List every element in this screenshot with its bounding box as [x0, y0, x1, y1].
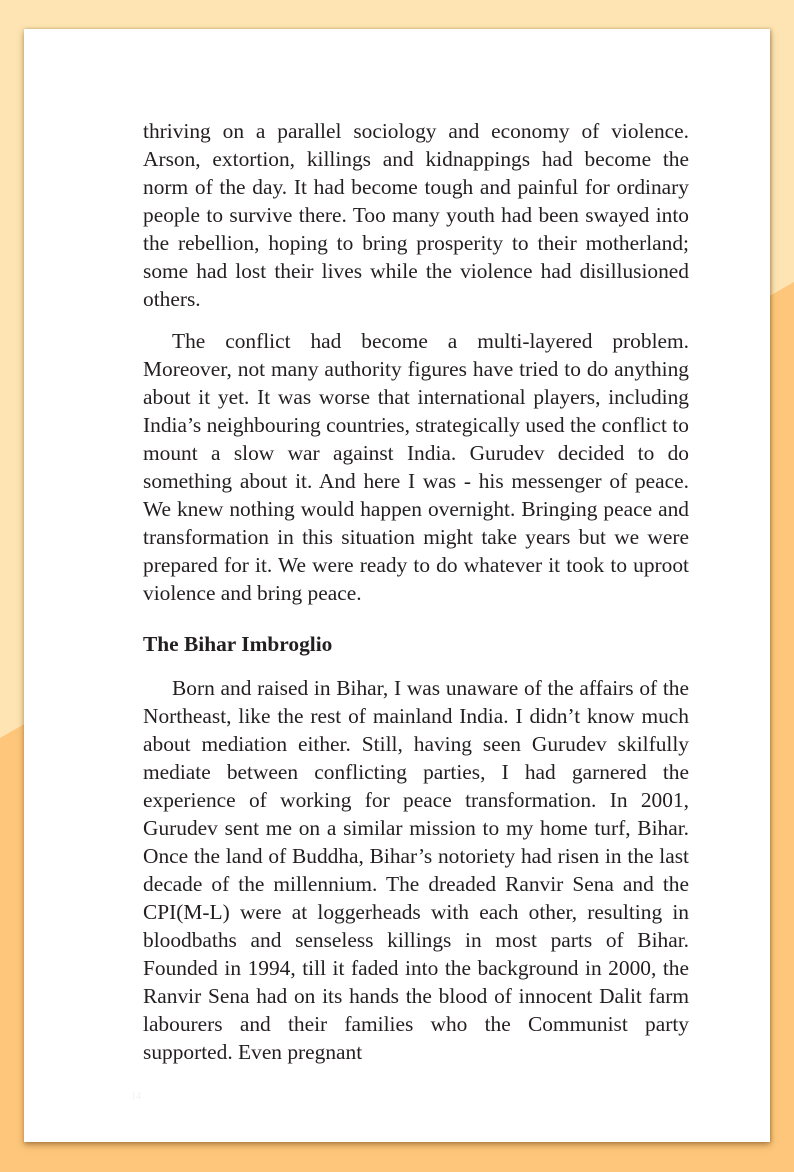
section-heading: The Bihar Imbroglio [143, 632, 333, 656]
paragraph-bihar: Born and raised in Bihar, I was unaware of the affairs of the Northeast, like the rest of mainland India. I didn’t know much about mediation either. Still, having seen Gurudev skilfully mediate between conflicting parties, I had garnered the experience of working for peace transformation. In 2001, Gurudev sent me on a similar mission to my home turf, Bihar. Once the land of Buddha, Bihar’s notoriety had risen in the last decade of the millennium. The dreaded Ranvir Sena and the CPI(M-L) were at loggerheads with each other, resulting in bloodbaths and senseless killings in most parts of Bihar. Founded in 1994, till it faded into the background in 2000, the Ranvir Sena had on its hands the blood of innocent Dalit farm labourers and their families who the Communist party supported. Even pregnant [143, 676, 689, 1064]
paragraph-conflict: The conflict had become a multi-layered problem. Moreover, not many authority figures have tried to do anything about it yet. It was worse that international players, including India’s neighbouring countries, strategically used the conflict to mount a slow war against India. Gurudev decided to do something about it. And here I was - his messenger of peace. We knew nothing would happen overnight. Bringing peace and transformation in this situation might take years but we were prepared for it. We were ready to do whatever it took to uproot violence and bring peace. [143, 329, 689, 605]
page-number: 14 [131, 1091, 141, 1102]
book-page [24, 29, 770, 1142]
page-content [143, 117, 689, 1066]
paragraph-continued: thriving on a parallel sociology and economy of violence. Arson, extortion, killings and kidnappings had become the norm of the day. It had become tough and painful for ordinary people to survive there. Too many youth had been swayed into the rebellion, hoping to bring prosperity to their motherland; some had lost their lives while the violence had disillusioned others. [143, 119, 689, 311]
